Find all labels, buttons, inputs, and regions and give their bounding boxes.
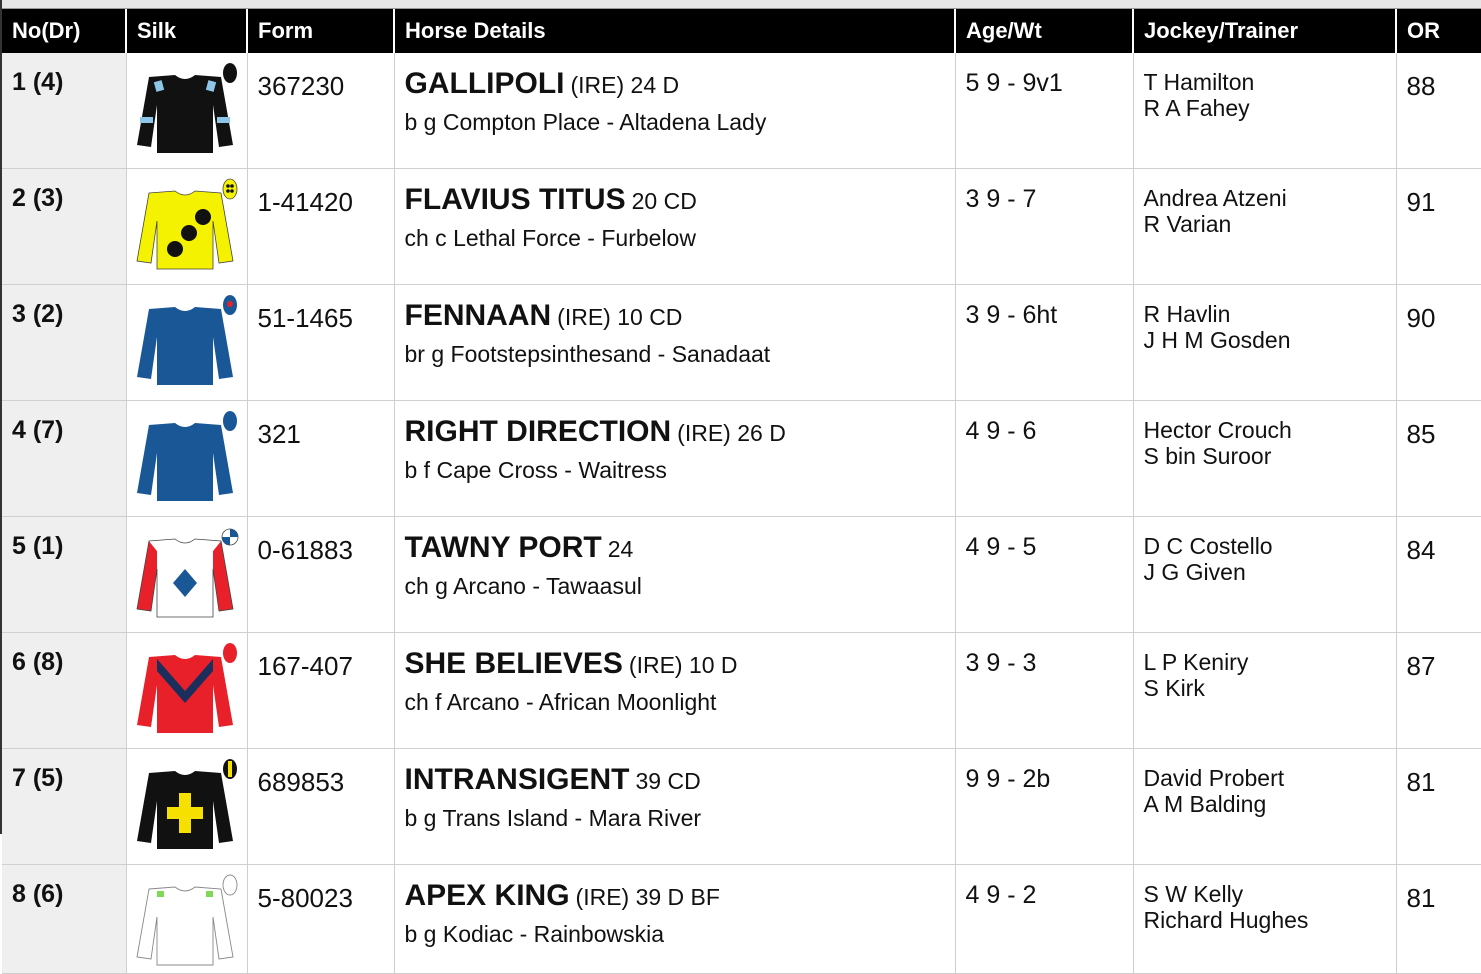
runner-form: 321: [247, 401, 394, 517]
runner-form: 167-407: [247, 633, 394, 749]
runner-number: 7 (5): [2, 749, 126, 865]
runner-form: 1-41420: [247, 169, 394, 285]
official-rating: 91: [1396, 169, 1481, 285]
header-row: [2, 9, 1481, 53]
top-strip: [0, 0, 1481, 9]
silk-cell: [126, 53, 247, 169]
jockey-silk-icon: [135, 757, 239, 853]
horse-extra: 39 CD: [635, 768, 701, 794]
jockey-trainer: [1133, 401, 1396, 517]
horse-extra: (IRE) 10 D: [628, 652, 738, 678]
jockey-name[interactable]: R Havlin: [1143, 301, 1231, 327]
horse-breeding: b g Kodiac - Rainbowskia: [404, 921, 665, 947]
jockey-trainer: [1133, 517, 1396, 633]
horse-name[interactable]: FENNAAN: [404, 299, 552, 332]
racecard-table: [2, 9, 1481, 974]
jockey-name[interactable]: D C Costello: [1143, 533, 1273, 559]
runner-row[interactable]: [2, 401, 1481, 517]
age-weight: 4 9 - 2: [955, 865, 1133, 974]
horse-name[interactable]: APEX KING: [404, 879, 570, 912]
horse-breeding: ch c Lethal Force - Furbelow: [404, 225, 696, 251]
age-weight: 5 9 - 9v1: [955, 53, 1133, 169]
official-rating: 88: [1396, 53, 1481, 169]
trainer-name[interactable]: S Kirk: [1143, 675, 1205, 701]
horse-name[interactable]: RIGHT DIRECTION: [404, 415, 672, 448]
runner-row[interactable]: [2, 517, 1481, 633]
runner-row[interactable]: [2, 53, 1481, 169]
horse-extra: (IRE) 24 D: [570, 72, 680, 98]
runner-number: 6 (8): [2, 633, 126, 749]
horse-extra: 20 CD: [631, 188, 697, 214]
horse-extra: (IRE) 39 D BF: [575, 884, 720, 910]
runner-form: 5-80023: [247, 865, 394, 974]
silk-cell: [126, 749, 247, 865]
official-rating: 81: [1396, 749, 1481, 865]
col-header-horse-details[interactable]: Horse Details: [394, 9, 955, 53]
horse-details: [394, 169, 955, 285]
col-header-no[interactable]: No(Dr): [2, 9, 126, 53]
col-header-form[interactable]: Form: [247, 9, 394, 53]
runner-number: 1 (4): [2, 53, 126, 169]
age-weight: 9 9 - 2b: [955, 749, 1133, 865]
jockey-silk-icon: [135, 177, 239, 273]
trainer-name[interactable]: A M Balding: [1143, 791, 1267, 817]
horse-extra: 24: [607, 536, 634, 562]
official-rating: 81: [1396, 865, 1481, 974]
trainer-name[interactable]: J G Given: [1143, 559, 1246, 585]
horse-name[interactable]: SHE BELIEVES: [404, 647, 623, 680]
trainer-name[interactable]: S bin Suroor: [1143, 443, 1272, 469]
horse-breeding: b f Cape Cross - Waitress: [404, 457, 667, 483]
col-header-silk[interactable]: Silk: [126, 9, 247, 53]
horse-details: [394, 633, 955, 749]
horse-name[interactable]: FLAVIUS TITUS: [404, 183, 626, 216]
runner-number: 5 (1): [2, 517, 126, 633]
horse-details: [394, 517, 955, 633]
jockey-name[interactable]: T Hamilton: [1143, 69, 1255, 95]
horse-details: [394, 53, 955, 169]
jockey-name[interactable]: Andrea Atzeni: [1143, 185, 1287, 211]
age-weight: 3 9 - 3: [955, 633, 1133, 749]
jockey-silk-icon: [135, 525, 239, 621]
jockey-silk-icon: [135, 61, 239, 157]
runner-row[interactable]: [2, 865, 1481, 974]
horse-breeding: b g Compton Place - Altadena Lady: [404, 109, 767, 135]
runner-number: 2 (3): [2, 169, 126, 285]
runner-form: 689853: [247, 749, 394, 865]
trainer-name[interactable]: Richard Hughes: [1143, 907, 1309, 933]
horse-name[interactable]: INTRANSIGENT: [404, 763, 630, 796]
runner-number: 4 (7): [2, 401, 126, 517]
jockey-trainer: [1133, 53, 1396, 169]
horse-extra: (IRE) 26 D: [677, 420, 786, 446]
trainer-name[interactable]: J H M Gosden: [1143, 327, 1291, 353]
horse-details: [394, 749, 955, 865]
jockey-trainer: [1133, 285, 1396, 401]
jockey-name[interactable]: David Probert: [1143, 765, 1285, 791]
horse-breeding: ch f Arcano - African Moonlight: [404, 689, 717, 715]
silk-cell: [126, 401, 247, 517]
age-weight: 4 9 - 6: [955, 401, 1133, 517]
official-rating: 85: [1396, 401, 1481, 517]
col-header-age-weight[interactable]: Age/Wt: [955, 9, 1133, 53]
jockey-trainer: [1133, 749, 1396, 865]
jockey-trainer: [1133, 865, 1396, 974]
jockey-silk-icon: [135, 873, 239, 969]
col-header-jockey-trainer[interactable]: Jockey/Trainer: [1133, 9, 1396, 53]
horse-breeding: b g Trans Island - Mara River: [404, 805, 702, 831]
horse-details: [394, 865, 955, 974]
horse-name[interactable]: GALLIPOLI: [404, 67, 565, 100]
horse-extra: (IRE) 10 CD: [557, 304, 683, 330]
horse-name[interactable]: TAWNY PORT: [404, 531, 602, 564]
col-header-or[interactable]: OR: [1396, 9, 1481, 53]
runner-number: 8 (6): [2, 865, 126, 974]
runner-form: 0-61883: [247, 517, 394, 633]
runner-row[interactable]: [2, 749, 1481, 865]
silk-cell: [126, 285, 247, 401]
jockey-trainer: [1133, 633, 1396, 749]
age-weight: 3 9 - 7: [955, 169, 1133, 285]
runner-form: 367230: [247, 53, 394, 169]
jockey-name[interactable]: Hector Crouch: [1143, 417, 1292, 443]
age-weight: 3 9 - 6ht: [955, 285, 1133, 401]
trainer-name[interactable]: R Varian: [1143, 211, 1232, 237]
runner-row[interactable]: [2, 169, 1481, 285]
horse-details: [394, 401, 955, 517]
silk-cell: [126, 517, 247, 633]
horse-details: [394, 285, 955, 401]
jockey-trainer: [1133, 169, 1396, 285]
jockey-name[interactable]: S W Kelly: [1143, 881, 1244, 907]
jockey-silk-icon: [135, 293, 239, 389]
silk-cell: [126, 865, 247, 974]
silk-cell: [126, 633, 247, 749]
age-weight: 4 9 - 5: [955, 517, 1133, 633]
runner-row[interactable]: [2, 633, 1481, 749]
runner-number: 3 (2): [2, 285, 126, 401]
trainer-name[interactable]: R A Fahey: [1143, 95, 1250, 121]
official-rating: 87: [1396, 633, 1481, 749]
silk-cell: [126, 169, 247, 285]
jockey-name[interactable]: L P Keniry: [1143, 649, 1249, 675]
official-rating: 84: [1396, 517, 1481, 633]
runner-form: 51-1465: [247, 285, 394, 401]
horse-breeding: br g Footstepsinthesand - Sanadaat: [404, 341, 771, 367]
jockey-silk-icon: [135, 641, 239, 737]
runner-row[interactable]: [2, 285, 1481, 401]
horse-breeding: ch g Arcano - Tawaasul: [404, 573, 642, 599]
official-rating: 90: [1396, 285, 1481, 401]
jockey-silk-icon: [135, 409, 239, 505]
